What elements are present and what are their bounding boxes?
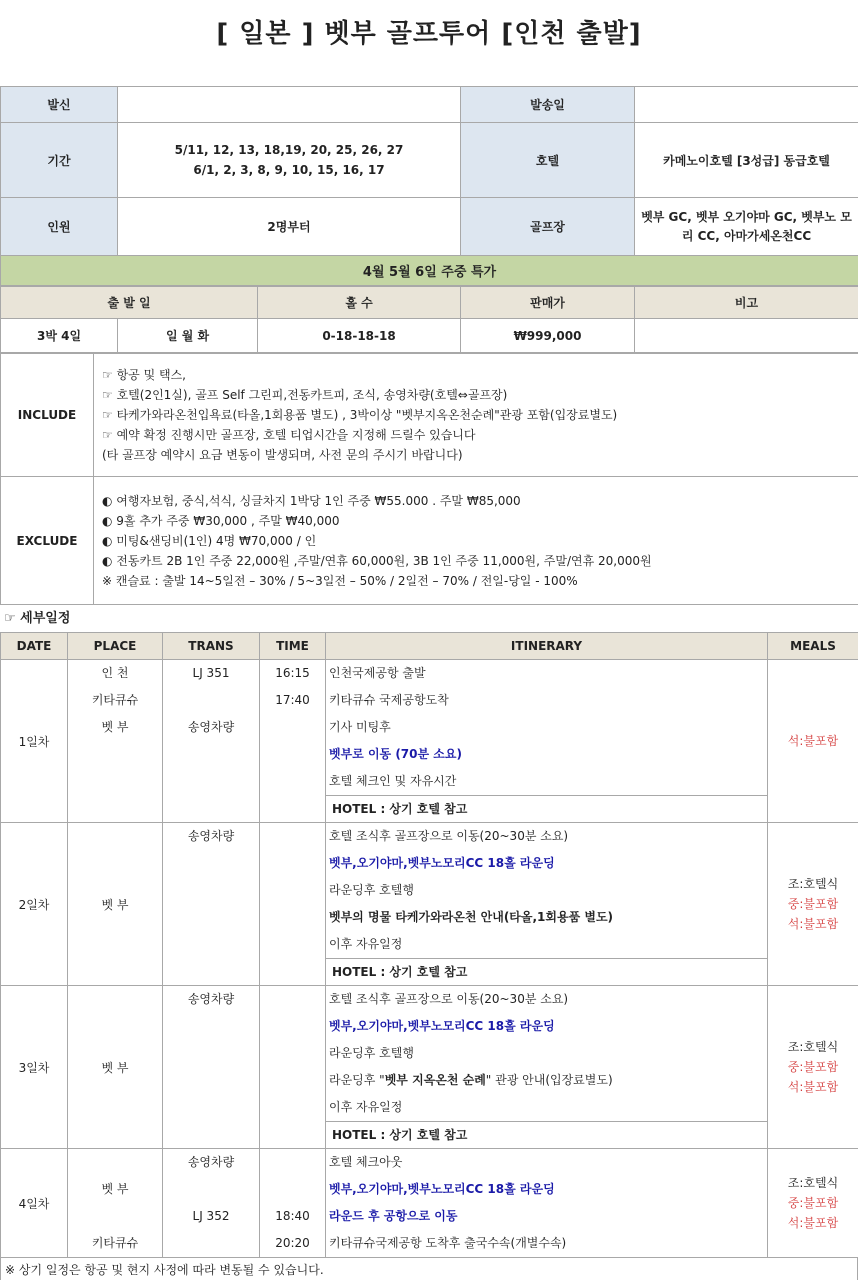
meal-dinner: 석:불포함 <box>787 734 839 748</box>
meal-lunch: 중:불포함 <box>787 1060 839 1074</box>
sender-label: 발신 <box>1 87 118 123</box>
hotel-note: HOTEL : 상기 호텔 참고 <box>326 1121 767 1148</box>
footer-note: ※ 상기 일정은 항공 및 현지 사정에 따라 변동될 수 있습니다. <box>0 1258 858 1280</box>
itinerary-item: 라운드 후 공항으로 이동 <box>329 1209 458 1223</box>
price-note <box>635 319 858 353</box>
exclude-line: ※ 캔슬료 : 출발 14~5일전 – 30% / 5~3일전 – 50% / 2일전 – 70% / 전일-당일 - 100% <box>102 573 578 588</box>
meal-dinner: 석:불포함 <box>787 1080 839 1094</box>
itinerary-item: 키타큐슈국제공항 도착후 출국수속(개별수속) <box>329 1236 567 1250</box>
itinerary-item: 호텔 체크아웃 <box>329 1155 403 1169</box>
meal-dinner: 석:불포함 <box>787 1216 839 1230</box>
day-itinerary <box>326 823 768 986</box>
meal-lunch: 중:불포함 <box>787 1196 839 1210</box>
include-exclude-table <box>0 353 858 605</box>
day-meals <box>768 1149 858 1258</box>
hotel-note: HOTEL : 상기 호텔 참고 <box>326 795 767 822</box>
itinerary-item: 라운딩후 호텔행 <box>329 1046 414 1060</box>
header-date: DATE <box>1 633 68 660</box>
itinerary-item: 기사 미팅후 <box>329 720 391 734</box>
itinerary-item: 벳부,오기야마,벳부노모리CC 18홀 라운딩 <box>329 1019 555 1033</box>
include-line: (타 골프장 예약시 요금 변동이 발생되며, 사전 문의 주시기 바랍니다) <box>102 448 463 462</box>
day-trans: 송영차량 <box>163 986 260 1149</box>
day-meals <box>768 986 858 1149</box>
day-date: 2일차 <box>1 823 68 986</box>
sender-value <box>118 87 461 123</box>
itinerary-item: 호텔 조식후 골프장으로 이동(20~30분 소요) <box>329 992 569 1006</box>
day-places: 인 천 키타큐슈 벳 부 <box>68 660 163 823</box>
exclude-content <box>94 477 858 605</box>
itinerary-item: 벳부,오기야마,벳부노모리CC 18홀 라운딩 <box>329 856 555 870</box>
itinerary-item: 호텔 조식후 골프장으로 이동(20~30분 소요) <box>329 829 569 843</box>
itinerary-item: 이후 자유일정 <box>329 1100 403 1114</box>
day-times <box>260 986 326 1149</box>
header-time: TIME <box>260 633 326 660</box>
day-times: 18:40 20:20 <box>260 1149 326 1258</box>
include-line: ☞ 호텔(2인1실), 골프 Self 그린피,전동카트피, 조식, 송영차량(호텔⇔골프장) <box>102 388 508 402</box>
include-label: INCLUDE <box>1 354 94 477</box>
schedule-table <box>0 632 858 1258</box>
header-itinerary: ITINERARY <box>326 633 768 660</box>
exclude-label: EXCLUDE <box>1 477 94 605</box>
period-line-1: 5/11, 12, 13, 18,19, 20, 25, 26, 27 <box>174 143 404 157</box>
itinerary-item: 이후 자유일정 <box>329 937 403 951</box>
itinerary-item: 인천국제공항 출발 <box>329 666 426 680</box>
period-value <box>118 123 461 198</box>
people-value: 2명부터 <box>118 198 461 256</box>
day-trans: 송영차량 LJ 352 <box>163 1149 260 1258</box>
exclude-line: ◐ 여행자보험, 중식,석식, 싱글차지 1박당 1인 주중 ₩55.000 . 주말 ₩85,000 <box>102 493 521 508</box>
day-place: 벳 부 <box>68 823 163 986</box>
day-row-3 <box>1 986 858 1149</box>
golf-course-value: 벳부 GC, 벳부 오기야마 GC, 벳부노 모리 CC, 아마가세온천CC <box>635 198 858 256</box>
day-row-4 <box>1 1149 858 1258</box>
hotel-value: 카메노이호텔 [3성급] 동급호텔 <box>635 123 858 198</box>
include-content <box>94 354 858 477</box>
itinerary-item: 벳부로 이동 (70분 소요) <box>329 747 462 761</box>
price-holes: 0-18-18-18 <box>258 319 461 353</box>
include-line: ☞ 예약 확정 진행시만 골프장, 호텔 티업시간을 지정해 드릴수 있습니다 <box>102 428 476 442</box>
meal-breakfast: 조:호텔식 <box>787 877 839 891</box>
day-row-2 <box>1 823 858 986</box>
meal-breakfast: 조:호텔식 <box>787 1176 839 1190</box>
price-days: 일 월 화 <box>118 319 258 353</box>
day-date: 4일차 <box>1 1149 68 1258</box>
exclude-line: ◐ 미팅&샌딩비(1인) 4명 ₩70,000 / 인 <box>102 533 317 548</box>
price-value: ₩999,000 <box>461 319 635 353</box>
header-trans: TRANS <box>163 633 260 660</box>
price-nights: 3박 4일 <box>1 319 118 353</box>
golf-course-label: 골프장 <box>461 198 635 256</box>
include-line: ☞ 타케가와라온천입욕료(타올,1회용품 별도) , 3박이상 "벳부지옥온천순례"관광 포함(입장료별도) <box>102 408 618 422</box>
day-date: 1일차 <box>1 660 68 823</box>
itinerary-item: 라운딩후 "벳부 지옥온천 순례" 관광 안내(입장료별도) <box>329 1073 613 1087</box>
day-date: 3일차 <box>1 986 68 1149</box>
send-date-value <box>635 87 858 123</box>
day-places: 벳 부 키타큐슈 <box>68 1149 163 1258</box>
itinerary-item: 라운딩후 호텔행 <box>329 883 414 897</box>
include-line: ☞ 항공 및 택스, <box>102 368 186 382</box>
exclude-line: ◐ 9홀 추가 주중 ₩30,000 , 주말 ₩40,000 <box>102 513 340 528</box>
price-header-departure: 출 발 일 <box>1 287 258 319</box>
price-header-note: 비고 <box>635 287 858 319</box>
day-trans: 송영차량 <box>163 823 260 986</box>
header-meals: MEALS <box>768 633 858 660</box>
day-place: 벳 부 <box>68 986 163 1149</box>
day-meals <box>768 660 858 823</box>
meal-breakfast: 조:호텔식 <box>787 1040 839 1054</box>
price-header-holes: 홀 수 <box>258 287 461 319</box>
exclude-line: ◐ 전동카트 2B 1인 주중 22,000원 ,주말/연휴 60,000원, 3B 1인 주중 11,000원, 주말/연휴 20,000원 <box>102 553 652 568</box>
header-place: PLACE <box>68 633 163 660</box>
day-times: 16:15 17:40 <box>260 660 326 823</box>
hotel-label: 호텔 <box>461 123 635 198</box>
hotel-note: HOTEL : 상기 호텔 참고 <box>326 958 767 985</box>
send-date-label: 발송일 <box>461 87 635 123</box>
day-row-1 <box>1 660 858 823</box>
day-meals <box>768 823 858 986</box>
day-trans: LJ 351 송영차량 <box>163 660 260 823</box>
itinerary-item: 키타큐슈 국제공항도착 <box>329 693 449 707</box>
meal-lunch: 중:불포함 <box>787 897 839 911</box>
page-title: [ 일본 ] 벳부 골프투어 [인천 출발] <box>216 19 642 49</box>
detail-schedule-title: ☞ 세부일정 <box>4 611 71 626</box>
period-label: 기간 <box>1 123 118 198</box>
day-itinerary <box>326 1149 768 1258</box>
period-line-2: 6/1, 2, 3, 8, 9, 10, 15, 16, 17 <box>193 163 385 177</box>
people-label: 인원 <box>1 198 118 256</box>
price-table <box>0 286 858 353</box>
price-header-price: 판매가 <box>461 287 635 319</box>
itinerary-item: 호텔 체크인 및 자유시간 <box>329 774 457 788</box>
day-itinerary <box>326 986 768 1149</box>
day-times <box>260 823 326 986</box>
itinerary-item: 벳부,오기야마,벳부노모리CC 18홀 라운딩 <box>329 1182 555 1196</box>
day-itinerary <box>326 660 768 823</box>
info-table <box>0 86 858 286</box>
special-banner: 4월 5월 6일 주중 특가 <box>1 256 858 286</box>
meal-dinner: 석:불포함 <box>787 917 839 931</box>
itinerary-item: 벳부의 명물 타케가와라온천 안내(타올,1회용품 별도) <box>329 910 614 924</box>
